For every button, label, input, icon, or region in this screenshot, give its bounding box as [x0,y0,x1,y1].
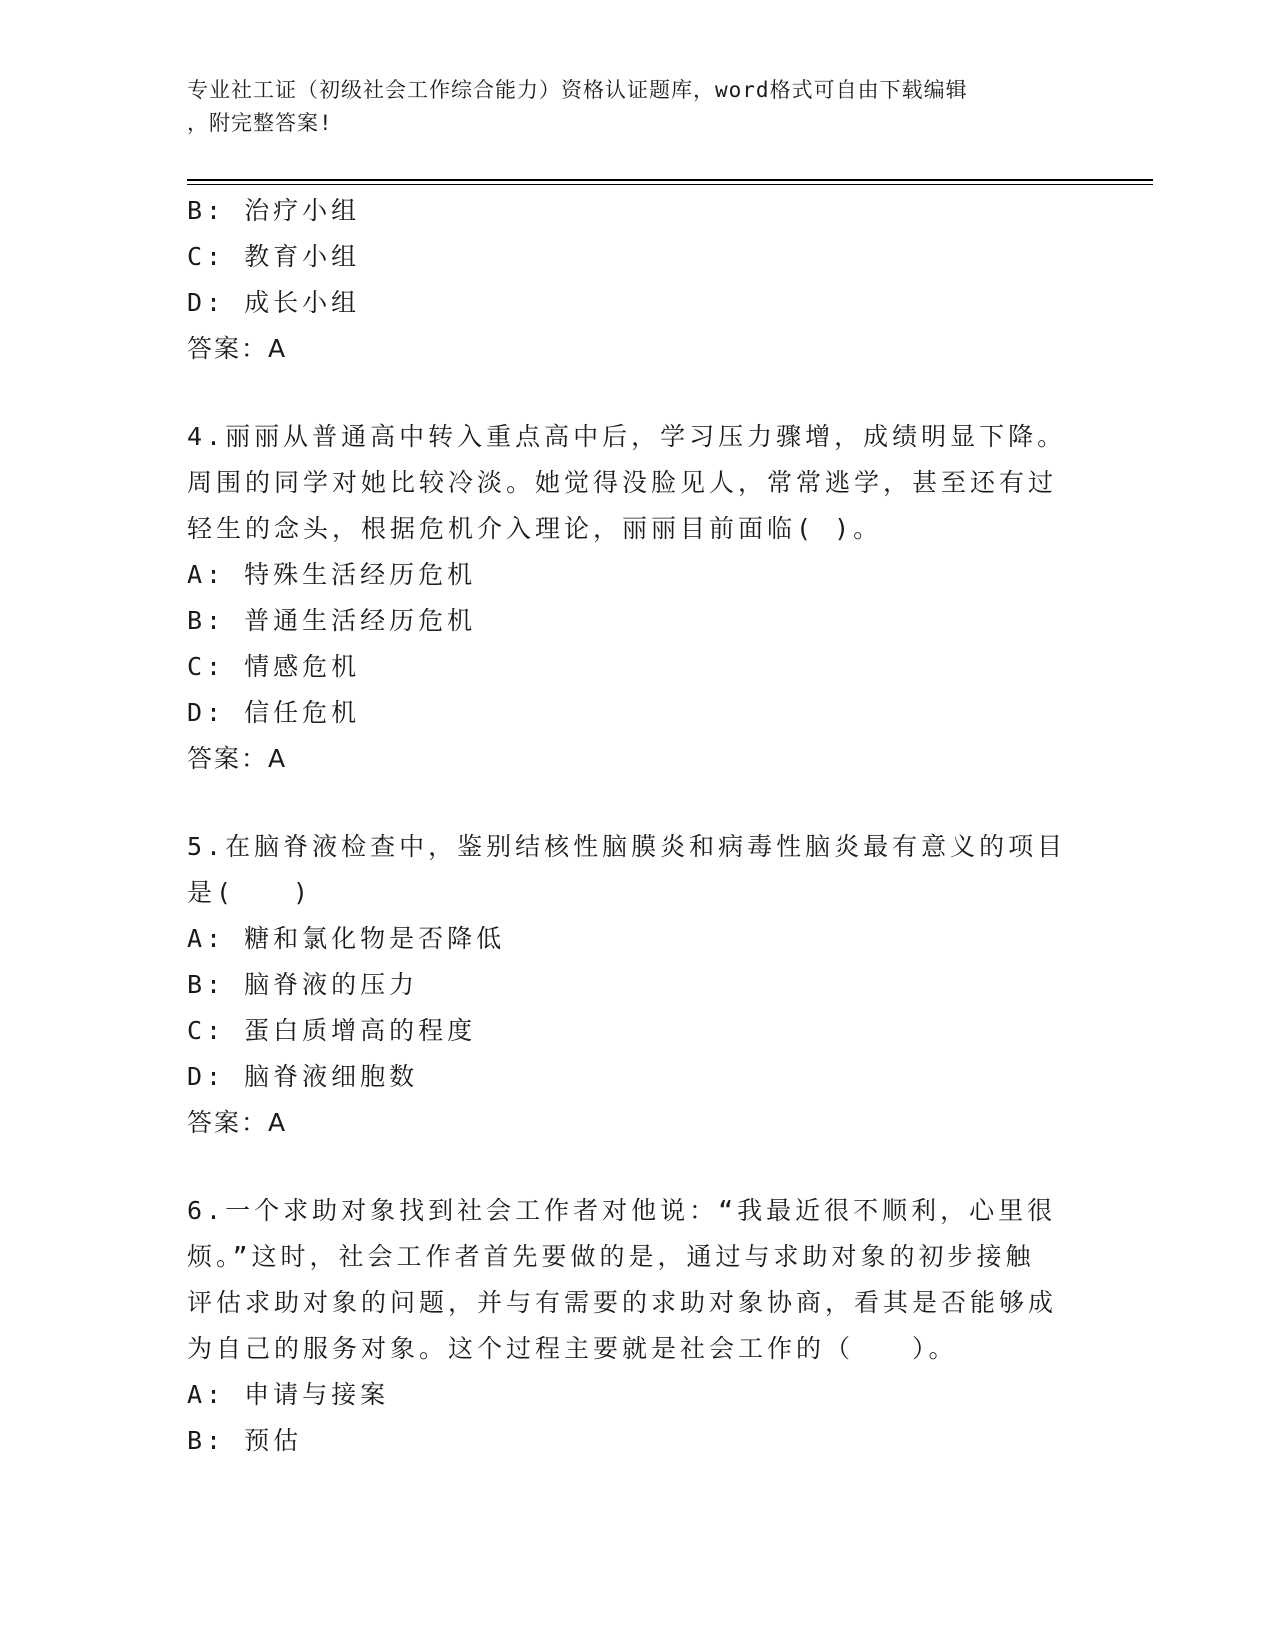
option-c: C: 教育小组 [187,242,361,271]
question-stem-line: 为自己的服务对象。这个过程主要就是社会工作的（ ）。 [187,1334,958,1363]
document-header [187,74,1067,140]
question-stem-line: 评估求助对象的问题，并与有需要的求助对象协商，看其是否能够成 [187,1288,1058,1317]
option-b: B: 普通生活经历危机 [187,606,477,635]
option-d: D: 脑脊液细胞数 [187,1062,419,1091]
answer: 答案：A [187,334,288,363]
option-a: A: 糖和氯化物是否降低 [187,924,506,953]
question-6 [187,1188,1087,1464]
header-line-2: ，附完整答案! [187,111,333,135]
question-stem-line: 4.丽丽从普通高中转入重点高中后，学习压力骤增，成绩明显下降。 [187,422,1067,451]
question-stem-line: 6.一个求助对象找到社会工作者对他说：“我最近很不顺利，心里很 [187,1196,1057,1225]
question-5 [187,824,1087,1146]
option-a: A: 申请与接案 [187,1380,390,1409]
spacer [187,782,1087,824]
question-stem-line: 5.在脑脊液检查中，鉴别结核性脑膜炎和病毒性脑炎最有意义的项目 [187,832,1067,861]
option-b: B: 脑脊液的压力 [187,970,419,999]
option-d: D: 信任危机 [187,698,361,727]
answer: 答案：A [187,744,288,773]
option-c: C: 情感危机 [187,652,361,681]
option-b: B: 治疗小组 [187,196,361,225]
question-list [187,188,1087,1464]
question-4 [187,414,1087,782]
header-divider-thin [187,184,1153,185]
question-stem-line: 是( ) [187,878,313,907]
option-b: B: 预估 [187,1426,303,1455]
question-3-tail [187,188,1087,372]
spacer [187,372,1087,414]
answer: 答案：A [187,1108,288,1137]
question-stem-line: 烦。”这时，社会工作者首先要做的是，通过与求助对象的初步接触 [187,1242,1035,1271]
question-stem-line: 周围的同学对她比较冷淡。她觉得没脸见人，常常逃学，甚至还有过 [187,468,1058,497]
spacer [187,1146,1087,1188]
option-a: A: 特殊生活经历危机 [187,560,477,589]
option-d: D: 成长小组 [187,288,361,317]
header-divider-thick [187,179,1153,181]
option-c: C: 蛋白质增高的程度 [187,1016,477,1045]
question-stem-line: 轻生的念头，根据危机介入理论，丽丽目前面临( )。 [187,514,883,543]
header-line-1: 专业社工证（初级社会工作综合能力）资格认证题库，word格式可自由下载编辑 [187,78,968,102]
